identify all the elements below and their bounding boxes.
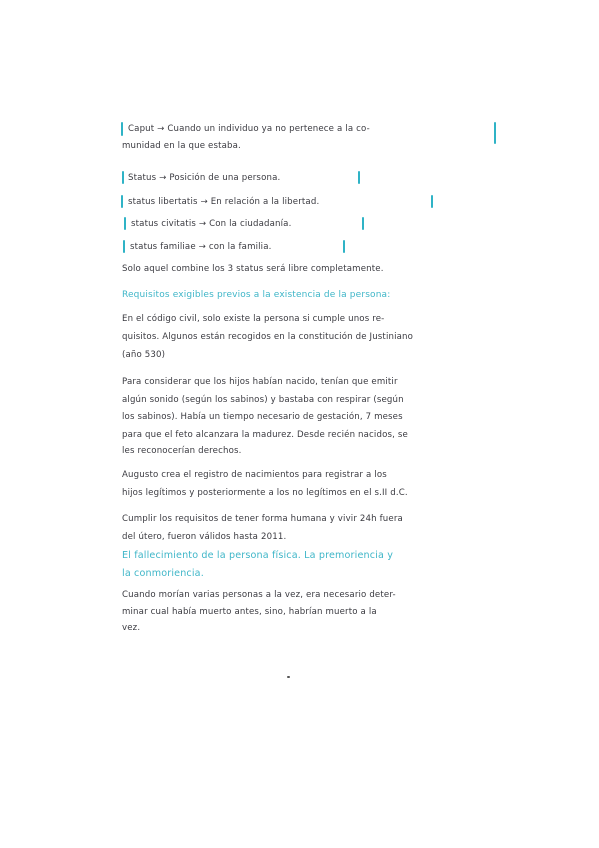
text-line: En el código civil, solo existe la persona si cumple unos re- [122, 314, 385, 324]
text-line: status libertatis → En relación a la libertad. [128, 197, 320, 207]
highlight-bar [123, 240, 125, 253]
text-line: Solo aquel combine los 3 status será libre completamente. [122, 264, 384, 274]
highlight-bar [121, 122, 123, 136]
highlight-bar [431, 195, 433, 208]
text-line: munidad en la que estaba. [122, 141, 241, 151]
highlight-bar [494, 122, 496, 144]
section-heading: Requisitos exigibles previos a la existencia de la persona: [122, 290, 391, 300]
text-line: para que el feto alcanzara la madurez. Desde recién nacidos, se [122, 430, 408, 440]
page-mark [287, 676, 290, 678]
text-line: algún sonido (según los sabinos) y bastaba con respirar (según [122, 395, 404, 405]
highlight-bar [343, 240, 345, 253]
text-line: del útero, fueron válidos hasta 2011. [122, 532, 287, 542]
highlight-bar [362, 217, 364, 230]
text-line: status familiae → con la familia. [130, 242, 272, 252]
section-heading: El fallecimiento de la persona física. La premoriencia y [122, 550, 394, 561]
highlight-bar [122, 171, 124, 184]
text-line: hijos legítimos y posteriormente a los no legítimos en el s.II d.C. [122, 488, 408, 498]
text-line: Caput → Cuando un individuo ya no pertenece a la co- [128, 124, 370, 134]
text-line: Cuando morían varias personas a la vez, era necesario deter- [122, 590, 396, 600]
text-line: Para considerar que los hijos habían nacido, tenían que emitir [122, 377, 398, 387]
text-line: Cumplir los requisitos de tener forma humana y vivir 24h fuera [122, 514, 403, 524]
text-line: status civitatis → Con la ciudadanía. [131, 219, 292, 229]
text-line: los sabinos). Había un tiempo necesario de gestación, 7 meses [122, 412, 403, 422]
highlight-bar [121, 195, 123, 208]
text-line: (año 530) [122, 350, 166, 360]
text-line: minar cual había muerto antes, sino, habrían muerto a la [122, 607, 377, 617]
highlight-bar [124, 217, 126, 230]
text-line: Augusto crea el registro de nacimientos para registrar a los [122, 470, 387, 480]
text-line: Status → Posición de una persona. [128, 173, 281, 183]
highlight-bar [358, 171, 360, 184]
section-heading: la conmoriencia. [122, 568, 204, 579]
text-line: les reconocerían derechos. [122, 446, 242, 456]
text-line: vez. [122, 623, 141, 633]
text-line: quisitos. Algunos están recogidos en la constitución de Justiniano [122, 332, 414, 342]
